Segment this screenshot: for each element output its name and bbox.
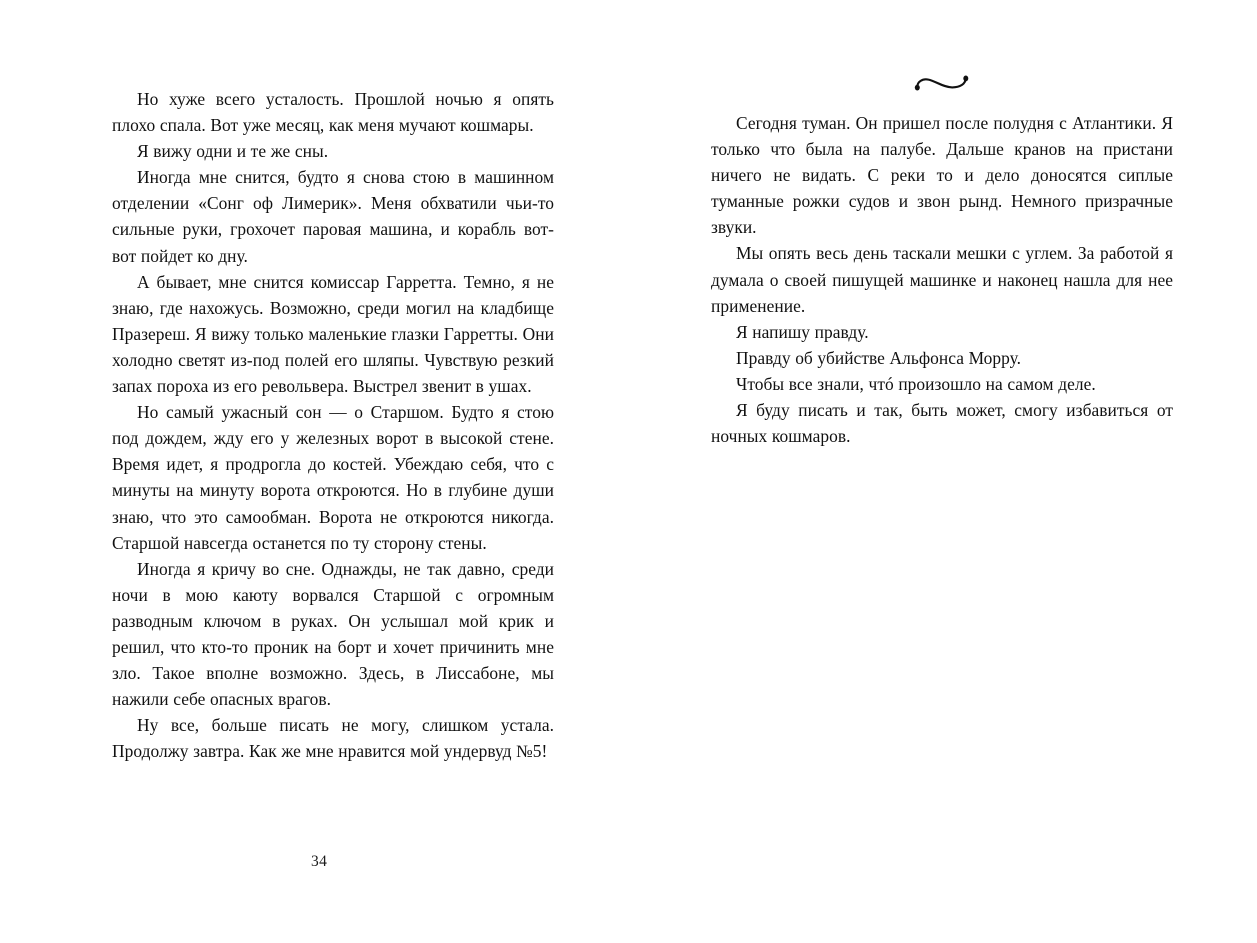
paragraph: Я вижу одни и те же сны. (137, 141, 329, 162)
swash-tilde-ornament (711, 66, 1173, 100)
paragraph: Сегодня туман. Он пришел после полудня с Атлантики. Я только что была на палубе. Дальше кранов на пристани ничего не видать. С реки то и дело доносятся сиплые туманные рожки судов и звон рынд. Немного призрачные звуки. (711, 113, 1173, 238)
page-number: 34 (311, 853, 328, 870)
paragraph: Иногда я кричу во сне. Однажды, не так давно, среди ночи в мою каюту ворвался Старшой с огромным разводным ключом в руках. Он услышал мой крик и решил, что кто-то проник на борт и хочет причинить мне зло. Такое вполне возможно. Здесь, в Лиссабоне, мы нажили себе опасных врагов. (112, 558, 554, 710)
paragraph: Но хуже всего усталость. Прошлой ночью я опять плохо спала. Вот уже месяц, как меня мучают кошмары. (112, 89, 554, 136)
verso-text-block (112, 86, 554, 764)
paragraph: Мы опять весь день таскали мешки с углем. За работой я думала о своей пишущей машинке и наконец нашла для нее применение. (711, 243, 1173, 316)
paragraph: Иногда мне снится, будто я снова стою в машинном отделении «Сонг оф Лимерик». Меня обхватили чьи-то сильные руки, грохочет паровая машина, и корабль вот-вот пойдет ко дну. (112, 167, 554, 266)
paragraph: Я буду писать и так, быть может, смогу избавиться от ночных кошмаров. (711, 400, 1173, 447)
paragraph: Ну все, больше писать не могу, слишком устала. Продолжу завтра. Как же мне нравится мой ундервуд №5! (112, 715, 554, 762)
paragraph: Чтобы все знали, чтó произошло на самом деле. (736, 373, 1096, 394)
paragraph: А бывает, мне снится комиссар Гарретта. Темно, я не знаю, где нахожусь. Возможно, среди могил на кладбище Празереш. Я вижу только маленькие глазки Гарретты. Они холодно светят из-под полей его шляпы. Чувствую резкий запах пороха из его револьвера. Выстрел звенит в ушах. (112, 271, 554, 397)
recto-text-block (711, 110, 1173, 449)
paragraph: Правду об убийстве Альфонса Морру. (736, 347, 1022, 368)
verso-page (112, 0, 554, 943)
recto-page (711, 0, 1173, 943)
paragraph: Я напишу правду. (736, 321, 869, 342)
paragraph: Но самый ужасный сон — о Старшом. Будто я стою под дождем, жду его у железных ворот в высокой стене. Время идет, я продрогла до костей. Убеждаю себя, что с минуты на минуту ворота откроются. Но в глубине души знаю, что это самообман. Ворота не откроются никогда. Старшой навсегда останется по ту сторону стены. (112, 402, 554, 553)
